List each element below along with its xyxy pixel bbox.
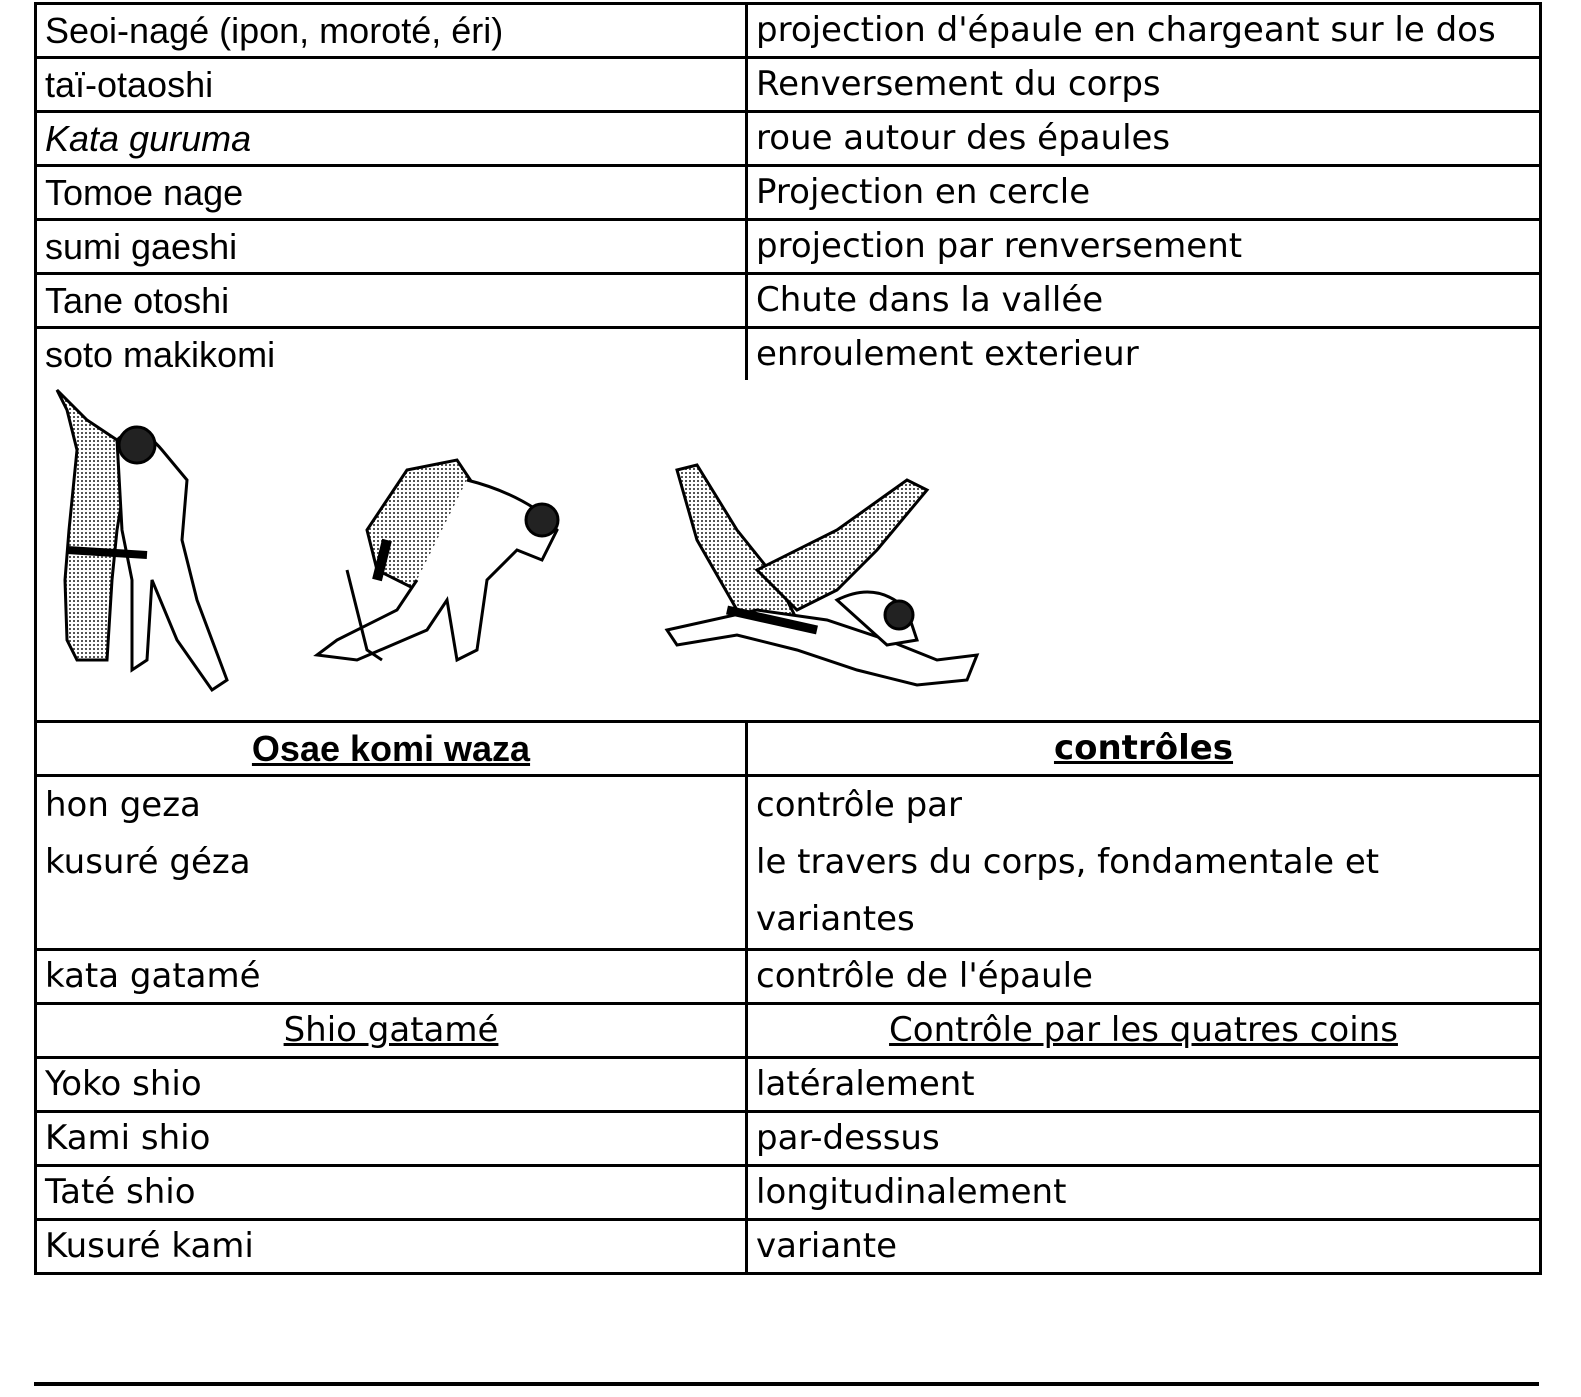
shio-meaning: par-dessus [747, 1112, 1541, 1166]
table-row [36, 328, 1541, 381]
shio-technique: Kami shio [36, 1112, 747, 1166]
throw-meaning: Renversement du corps [747, 58, 1541, 112]
table-row [36, 274, 1541, 328]
illustration-cell [36, 380, 1541, 722]
osae-header-left: Osae komi waza [36, 722, 747, 776]
figure-pair-2-icon [317, 460, 558, 660]
osae-meaning: contrôle de l'épaule [747, 950, 1541, 1004]
throw-name: Kata guruma [36, 112, 747, 166]
osae-technique: kusuré géza [45, 842, 251, 882]
shio-meaning: variante [747, 1220, 1541, 1274]
shio-header-right: Contrôle par les quatres coins [747, 1004, 1541, 1058]
osae-row1-left [36, 776, 747, 950]
osae-header-right: contrôles [747, 722, 1541, 776]
osae-row1-right [747, 776, 1541, 950]
techniques-table [34, 2, 1542, 1275]
table-row [36, 1166, 1541, 1220]
table-row [36, 58, 1541, 112]
throw-meaning: roue autour des épaules [747, 112, 1541, 166]
osae-meaning-line: le travers du corps, fondamentale et [756, 842, 1380, 882]
throw-meaning: projection d'épaule en chargeant sur le dos [747, 4, 1541, 58]
table-row [36, 1220, 1541, 1274]
table-row [36, 112, 1541, 166]
osae-header-row [36, 722, 1541, 776]
shio-technique: Kusuré kami [36, 1220, 747, 1274]
figure-pair-1-icon [57, 390, 227, 690]
shio-header-row [36, 1004, 1541, 1058]
shio-meaning: latéralement [747, 1058, 1541, 1112]
throw-name: soto makikomi [36, 328, 747, 381]
table-row [36, 950, 1541, 1004]
throw-meaning: enroulement exterieur [747, 328, 1541, 381]
table-row [36, 220, 1541, 274]
osae-technique: hon geza [45, 785, 201, 825]
shio-technique: Yoko shio [36, 1058, 747, 1112]
throw-name: Tane otoshi [36, 274, 747, 328]
throw-meaning: Projection en cercle [747, 166, 1541, 220]
technique-sheet [34, 2, 1539, 1275]
throw-name: sumi gaeshi [36, 220, 747, 274]
throw-name: Seoi-nagé (ipon, moroté, éri) [36, 4, 747, 58]
table-row [36, 166, 1541, 220]
osae-meaning-line: contrôle par [756, 785, 962, 825]
throw-name: Tomoe nage [36, 166, 747, 220]
throw-meaning: Chute dans la vallée [747, 274, 1541, 328]
footer-rule [34, 1382, 1539, 1386]
throw-name: taï-otaoshi [36, 58, 747, 112]
table-row [36, 776, 1541, 950]
osae-technique: kata gatamé [36, 950, 747, 1004]
shio-meaning: longitudinalement [747, 1166, 1541, 1220]
illustration-row [36, 380, 1541, 722]
table-row [36, 4, 1541, 58]
judo-throws-illustration [37, 380, 1536, 720]
throw-meaning: projection par renversement [747, 220, 1541, 274]
table-row [36, 1058, 1541, 1112]
osae-meaning-line: variantes [756, 899, 915, 939]
table-row [36, 1112, 1541, 1166]
shio-header-left: Shio gatamé [36, 1004, 747, 1058]
figure-pair-3-icon [667, 465, 977, 685]
shio-technique: Taté shio [36, 1166, 747, 1220]
